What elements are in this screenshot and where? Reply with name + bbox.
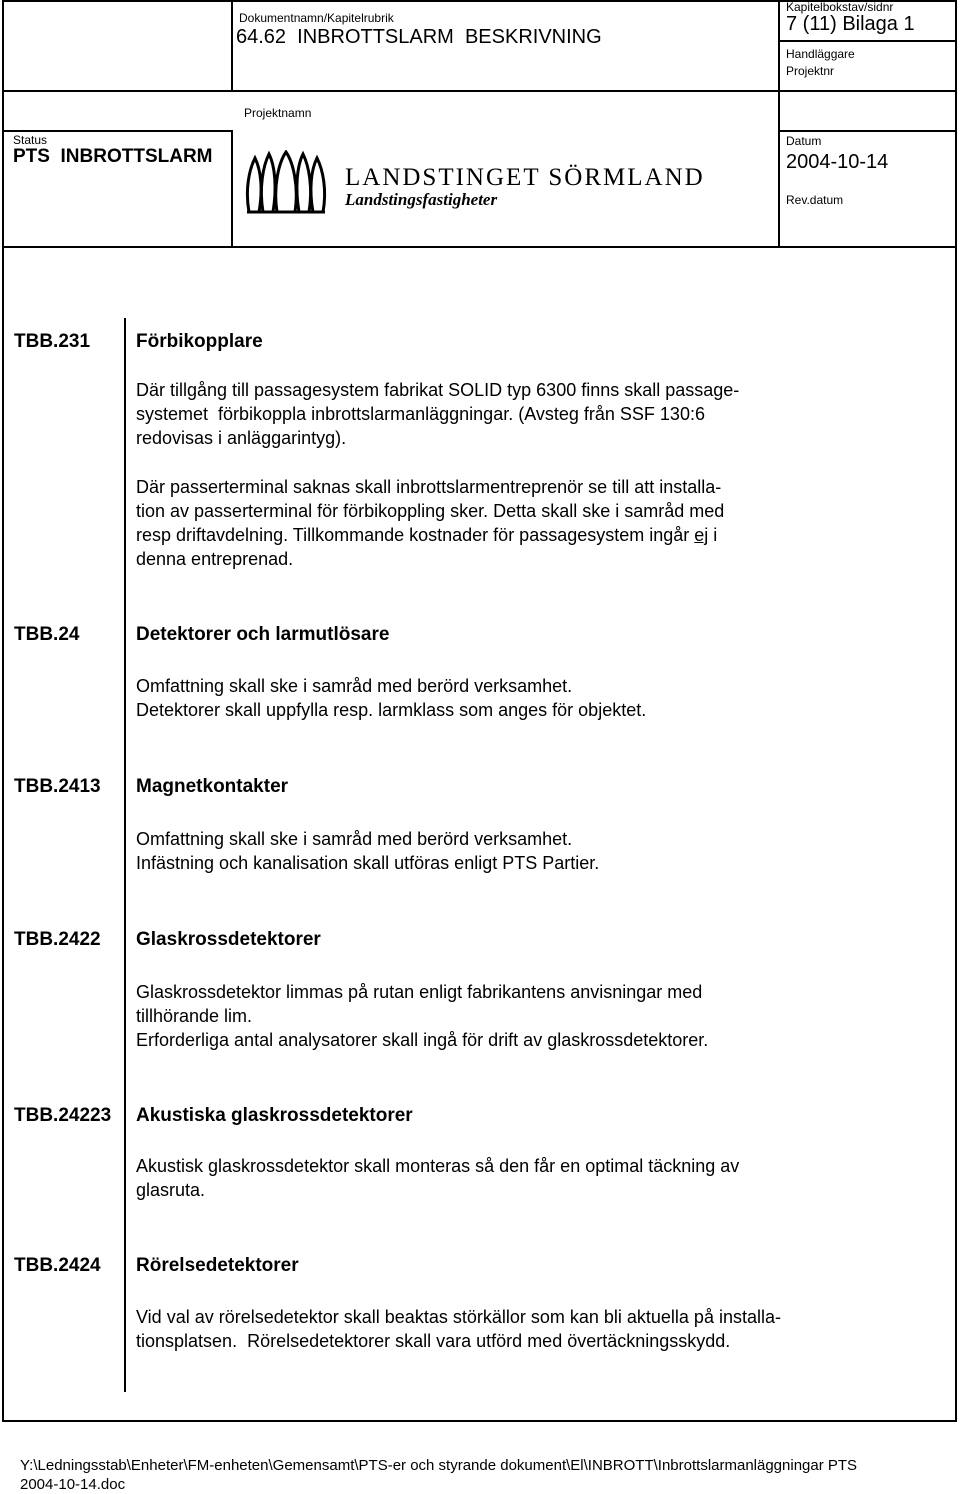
text-line: Där tillgång till passagesystem fabrikat SOLID typ 6300 finns skall passage- bbox=[136, 380, 740, 400]
section-paragraph bbox=[136, 1154, 826, 1202]
text-line: Infästning och kanalisation skall utföras enligt PTS Partier. bbox=[136, 853, 600, 873]
rev-date-label: Rev.datum bbox=[786, 193, 844, 207]
section-code: TBB.2424 bbox=[14, 1255, 101, 1276]
logo-sub-text: Landstingsfastigheter bbox=[345, 190, 498, 209]
section-code: TBB.2422 bbox=[14, 929, 101, 950]
text-line: glasruta. bbox=[136, 1180, 206, 1200]
section-title: Akustiska glaskrossdetektorer bbox=[136, 1105, 413, 1126]
text-line: Detektorer skall uppfylla resp. larmklass som anges för objektet. bbox=[136, 700, 647, 720]
emphasis-ej: ej bbox=[694, 525, 709, 545]
section-title: Detektorer och larmutlösare bbox=[136, 624, 390, 645]
chapter-label: Kapitelbokstav/sidnr bbox=[786, 0, 894, 14]
text-line bbox=[136, 523, 826, 547]
section-title: Förbikopplare bbox=[136, 331, 263, 352]
text-line: redovisas i anläggarintyg). bbox=[136, 428, 347, 448]
file-path-footer bbox=[20, 1456, 857, 1494]
text-line: Erforderliga antal analysatorer skall ingå för drift av glaskrossdetektorer. bbox=[136, 1030, 709, 1050]
body-column-rule bbox=[124, 318, 126, 1392]
footer-file-line: 2004-10-14.doc bbox=[20, 1476, 126, 1493]
section-code: TBB.24 bbox=[14, 624, 80, 645]
text-line: tillhörande lim. bbox=[136, 1006, 253, 1026]
handler-label: Handläggare bbox=[786, 47, 855, 61]
section-paragraph bbox=[136, 827, 826, 875]
text-line: systemet förbikoppla inbrottslarmanläggningar. (Avsteg från SSF 130:6 bbox=[136, 404, 705, 424]
crown-logo-icon bbox=[243, 150, 329, 216]
text-run: i bbox=[708, 525, 718, 545]
text-line: Där passerterminal saknas skall inbrottslarmentreprenör se till att installa- bbox=[136, 477, 722, 497]
header-divider-status-row bbox=[2, 130, 231, 132]
text-line: Omfattning skall ske i samråd med berörd verksamhet. bbox=[136, 829, 573, 849]
doc-name-label: Dokumentnamn/Kapitelrubrik bbox=[239, 11, 394, 25]
date-label: Datum bbox=[786, 134, 822, 148]
text-line: tion av passerterminal för förbikoppling sker. Detta skall ske i samråd med bbox=[136, 501, 725, 521]
header-divider-status bbox=[231, 130, 233, 246]
text-line: Vid val av rörelsedetektor skall beaktas störkällor som kan bli aktuella på installa- bbox=[136, 1307, 781, 1327]
header-divider-right bbox=[778, 0, 780, 246]
landstinget-logo bbox=[243, 150, 713, 220]
doc-name: 64.62 INBROTTSLARM BESKRIVNING bbox=[236, 26, 602, 48]
header-divider-date-row bbox=[778, 130, 956, 132]
text-line: Akustisk glaskrossdetektor skall monteras så den får en optimal täckning av bbox=[136, 1156, 740, 1176]
section-paragraph bbox=[136, 1305, 916, 1353]
text-line: Glaskrossdetektor limmas på rutan enligt fabrikantens anvisningar med bbox=[136, 982, 703, 1002]
section-code: TBB.24223 bbox=[14, 1105, 112, 1126]
section-paragraph bbox=[136, 378, 826, 450]
logo-main-text: LANDSTINGET SÖRMLAND bbox=[345, 164, 705, 191]
section-code: TBB.231 bbox=[14, 331, 91, 352]
date-value: 2004-10-14 bbox=[786, 151, 889, 173]
status-label: Status bbox=[13, 133, 48, 147]
header-divider-top bbox=[2, 90, 957, 92]
section-code: TBB.2413 bbox=[14, 776, 101, 797]
section-paragraph bbox=[136, 475, 826, 571]
text-run: resp driftavdelning. Tillkommande kostnader för passagesystem ingår bbox=[136, 525, 695, 545]
text-line: denna entreprenad. bbox=[136, 549, 294, 569]
header-divider-bottom bbox=[2, 246, 957, 248]
text-line: Omfattning skall ske i samråd med berörd verksamhet. bbox=[136, 676, 573, 696]
project-name-label: Projektnamn bbox=[244, 106, 312, 120]
header-divider-chapter bbox=[778, 40, 956, 42]
section-paragraph bbox=[136, 674, 826, 722]
footer-path-line: Y:\Ledningsstab\Enheter\FM-enheten\Gemensamt\PTS-er och styrande dokument\El\INBROTT\Inbrottslarmanläggningar PTS bbox=[20, 1457, 858, 1474]
project-no-label: Projektnr bbox=[786, 64, 835, 78]
status-value: PTS INBROTTSLARM bbox=[13, 146, 213, 167]
header-divider-left bbox=[231, 0, 233, 90]
chapter-value: 7 (11) Bilaga 1 bbox=[786, 13, 915, 35]
section-title: Magnetkontakter bbox=[136, 776, 289, 797]
section-title: Glaskrossdetektorer bbox=[136, 929, 321, 950]
text-line: tionsplatsen. Rörelsedetektorer skall vara utförd med övertäckningsskydd. bbox=[136, 1331, 731, 1351]
section-paragraph bbox=[136, 980, 826, 1052]
section-title: Rörelsedetektorer bbox=[136, 1255, 299, 1276]
